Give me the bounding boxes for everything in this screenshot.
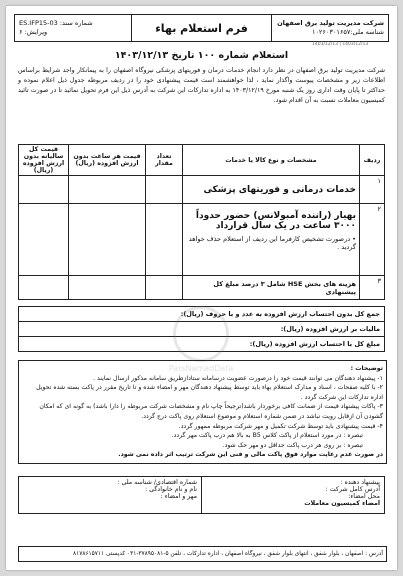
inquiry-title: استعلام شماره ۱۰۰ تاریخ ۱۴۰۳/۱۲/۱۳ [114,50,289,61]
row-qty [146,176,183,204]
note-item: ۳- پاکات پیشنهاد قیمت از ضمانت کافی برخوردار باشد(ترجیحاً چاپ نام و مشخصات شرکت مربوطه را دارا باشد) به گونه ای که امکان گشودن آن ازقابل رویت نباشد در ضمن شماره استعلام و موضوع استعلام روی پاکت درج گردد. [39,403,383,420]
address-footer: آدرس : اصفهان ، بلوار شفق ، انتهای بلوار شفق ، نیروگاه اصفهان ، اداره تدارکات ، تلفن ۵-۳۷۸۹۵۰۸۱-۰۳۱ کدپستی ۸۱۷۸۶۱۵۷۱۱ [18,546,387,562]
table-row [19,276,385,300]
note-final: در صورت عدم رعایت موارد فوق پاکت مالی و فنی این شرکت ترتیب اثر داده نمی شود. [118,451,383,459]
full-name-label: نام و نام خانوادگی : [145,486,197,493]
row-description-cell [183,204,360,276]
table-header-row [19,145,385,176]
form-header [14,14,389,42]
bidder-row [19,477,385,514]
row-number: ۱ [360,176,385,204]
row-qty [146,204,183,276]
bidder-table [18,476,385,514]
notes-heading: توضیحات : [350,365,383,372]
row-total [19,204,69,276]
company-block [272,15,388,41]
note-item: ۱- پیشنهاد دهندگان می توانند قیمت خود را درصورت عضویت درسامانه ستادازطریق سامانه مذکور ارسال نمایند . [93,374,383,382]
bidder-id-cell [19,477,202,514]
document-page [6,6,397,570]
col-description: مشخصات و نوع کالا یا خدمات [183,145,360,176]
note-item: ۲- با کلیه صفحات ، اسناد و مدارک استعلام بهاء باید توسط پیشنهاد دهندگان مهر و امضاء شده و تا تاریخ مقرر در پاکت بسته شده تحویل اداره تدارکات این شرکت گردد . [36,384,383,401]
row-total [19,176,69,204]
company-name: شرکت مدیریت تولید برق اصفهان [277,19,384,27]
row-unit-price [69,204,146,276]
items-table [18,144,385,300]
economic-id-label: شماره اقتصادی/ شناسه ملی : [117,479,197,486]
grand-total-label: مبلغ کل با احتساب ارزش افزوده (ریال): [19,337,385,352]
row-qty [146,276,183,300]
revision: ویرایش: ۶ [19,28,48,36]
doc-info-block [15,15,131,41]
intro-paragraph: شرکت مدیریت تولید برق اصفهان در نظر دارد انجام خدمات درمان و فوریتهای پزشکی نیروگاه اصفهان را به پیمانکار واجد شرایط براساس اطلاعات زیر و مشخصات پیوست واگذار نماید ، لذا خواهشمند است قیمت پیشنهادی خود را در ردیف مربوطه جدول ذیل اعلام نموده و حداکثر تا پایان وقت اداری روز یک شنبه مورخ ۱۴۰۳/۱۲/۱۹ به اداره تدارکات این شرکت به آدرس ذیل این فرم تحویل نمائید تا در صورت تائید کمیسیون معاملات نسبت به آن اقدام شود. [18,67,385,104]
row-description: خدمات درمانی و فوریتهای پزشکی [183,176,360,204]
note-remark: تبصره : در مورد استعلام از پاکت کلاس B5 به بالا هم درب پاکت مهر گردد. [171,432,363,440]
row-number: ۳ [360,276,385,300]
row-number: ۲ [360,204,385,276]
doc-number: شماره سند: ES.IFP15-03 [19,19,93,27]
national-id: شناسه ملی:۱۰۲۶۰۳۰۱۶۵۷ [311,28,384,36]
vat-label: مالیات بر ارزش افزوده (ریال): [19,322,385,337]
col-quantity: تعداد مقدار [146,145,183,176]
date-stamp: 1403/12/13 | 1403/12/13 [312,42,369,47]
watermark-text: ParsNamadData [168,364,234,373]
col-row-no: ردیف [360,145,385,176]
col-total-price: قیمت کل سالیانه بدون ارزش افزوده (ریال) [19,145,69,176]
note-remark: تبصره : بر روی هر درب پاکت حداقل دو مهر حک شود. [222,441,363,449]
note-item: ۴- قیمت پیشنهادی باید توسط شرکت تکمیل و مهر شرکت مربوطه ممهور گردد. [178,422,383,430]
commission-signature-label: امضاء کمیسیون معاملات [304,500,380,507]
col-unit-price: قیمت هر ساعت بدون ارزش افزوده (ریال) [69,145,146,176]
row-unit-price [69,276,146,300]
signature-place-label: محل امضاء: [348,493,380,500]
table-row [19,176,385,204]
bidder-address-label: آدرس کامل شرکت : [325,486,380,493]
form-title: فرم استعلام بهاء [131,15,271,41]
row-unit-price [69,176,146,204]
total-words-label: جمع کل بدون احتساب ارزش افزوده به عدد و با حروف (ریال): [19,307,385,322]
row-description: هزینه های بخش HSE شامل ۳ درصد مبلغ کل پیشنهادی [183,276,360,300]
notes-section [18,360,387,464]
table-row [19,204,385,276]
row-description: بهیار (راننده آمبولانس) حضور حدوداً ۳۰۰۰ ساعت در یک سال قرارداد [195,211,356,231]
stamp-signature-label: مهر و امضاء : [160,493,197,500]
bidder-info-cell [202,477,385,514]
row-note: • درصورت تشخیص کارفرما این ردیف از استعلام حذف خواهد گردید . [188,235,356,251]
watermark-logo-icon [173,306,229,362]
bidder-name-label: پیشنهاد دهنده : [340,479,380,486]
row-total [19,276,69,300]
